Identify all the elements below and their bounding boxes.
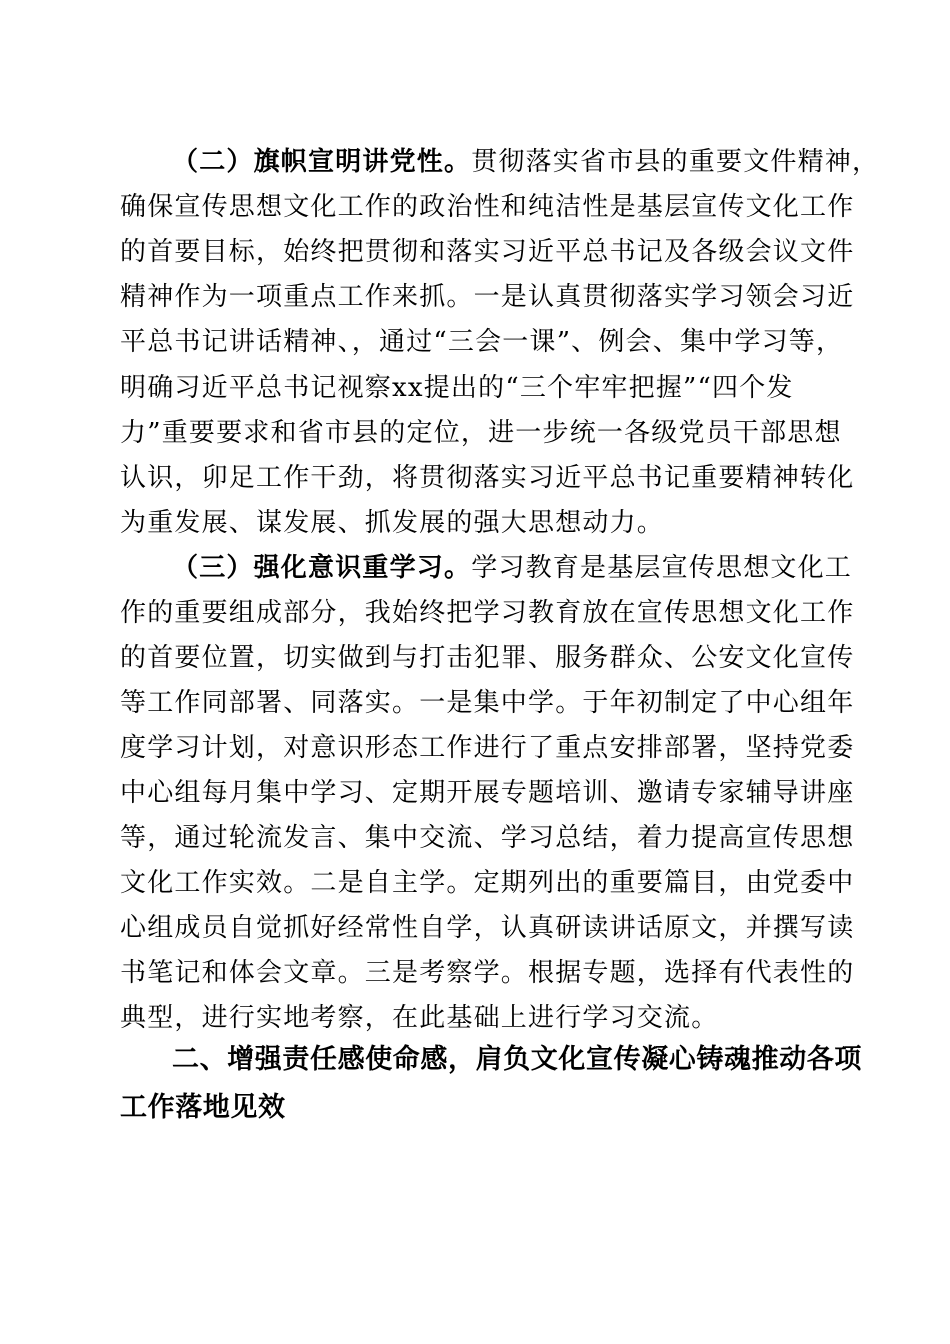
paragraph-line: 等，通过轮流发言、集中交流、学习总结，着力提高宣传思想 bbox=[120, 823, 855, 853]
section-heading: 工作落地见效 bbox=[120, 1092, 286, 1123]
paragraph-text: 学习教育是基层宣传思想文化工 bbox=[471, 553, 853, 583]
paragraph-line: 文化工作实效。二是自主学。定期列出的重要篇目，由党委中 bbox=[120, 868, 855, 898]
paragraph-line: 心组成员自觉抓好经常性自学，认真研读讲话原文，并撰写读 bbox=[120, 913, 855, 943]
section-title: （二）旗帜宣明讲党性。 bbox=[172, 147, 472, 177]
paragraph-line: 的首要位置，切实做到与打击犯罪、服务群众、公安文化宣传 bbox=[120, 643, 855, 673]
paragraph-line: 认识，卯足工作干劲，将贯彻落实习近平总书记重要精神转化 bbox=[120, 463, 855, 493]
paragraph-line: 确保宣传思想文化工作的政治性和纯洁性是基层宣传文化工作 bbox=[120, 192, 855, 222]
paragraph-line: 中心组每月集中学习、定期开展专题培训、邀请专家辅导讲座 bbox=[120, 778, 855, 808]
paragraph-line: 的首要目标，始终把贯彻和落实习近平总书记及各级会议文件 bbox=[120, 237, 855, 267]
paragraph-text: 贯彻落实省市县的重要文件精神， bbox=[471, 147, 880, 177]
paragraph-line: 度学习计划，对意识形态工作进行了重点安排部署，坚持党委 bbox=[120, 733, 855, 763]
paragraph-line: 明确习近平总书记视察xx提出的“三个牢牢把握”“四个发 bbox=[120, 373, 794, 403]
paragraph-line bbox=[172, 553, 892, 583]
paragraph-line: 精神作为一项重点工作来抓。一是认真贯彻落实学习领会习近 bbox=[120, 282, 855, 312]
paragraph-line bbox=[172, 147, 892, 177]
paragraph-line: 典型，进行实地考察，在此基础上进行学习交流。 bbox=[120, 1003, 719, 1033]
paragraph-line: 力”重要要求和省市县的定位，进一步统一各级党员干部思想 bbox=[120, 418, 842, 448]
paragraph-line: 平总书记讲话精神、，通过“三会一课”、例会、集中学习等， bbox=[120, 327, 844, 357]
section-title: （三）强化意识重学习。 bbox=[172, 553, 472, 583]
section-heading: 二、增强责任感使命感，肩负文化宣传凝心铸魂推动各项 bbox=[172, 1044, 862, 1075]
paragraph-line: 等工作同部署、同落实。一是集中学。于年初制定了中心组年 bbox=[120, 688, 855, 718]
paragraph-line: 书笔记和体会文章。三是考察学。根据专题，选择有代表性的 bbox=[120, 958, 855, 988]
paragraph-line: 为重发展、谋发展、抓发展的强大思想动力。 bbox=[120, 508, 665, 538]
paragraph-line: 作的重要组成部分，我始终把学习教育放在宣传思想文化工作 bbox=[120, 598, 855, 628]
